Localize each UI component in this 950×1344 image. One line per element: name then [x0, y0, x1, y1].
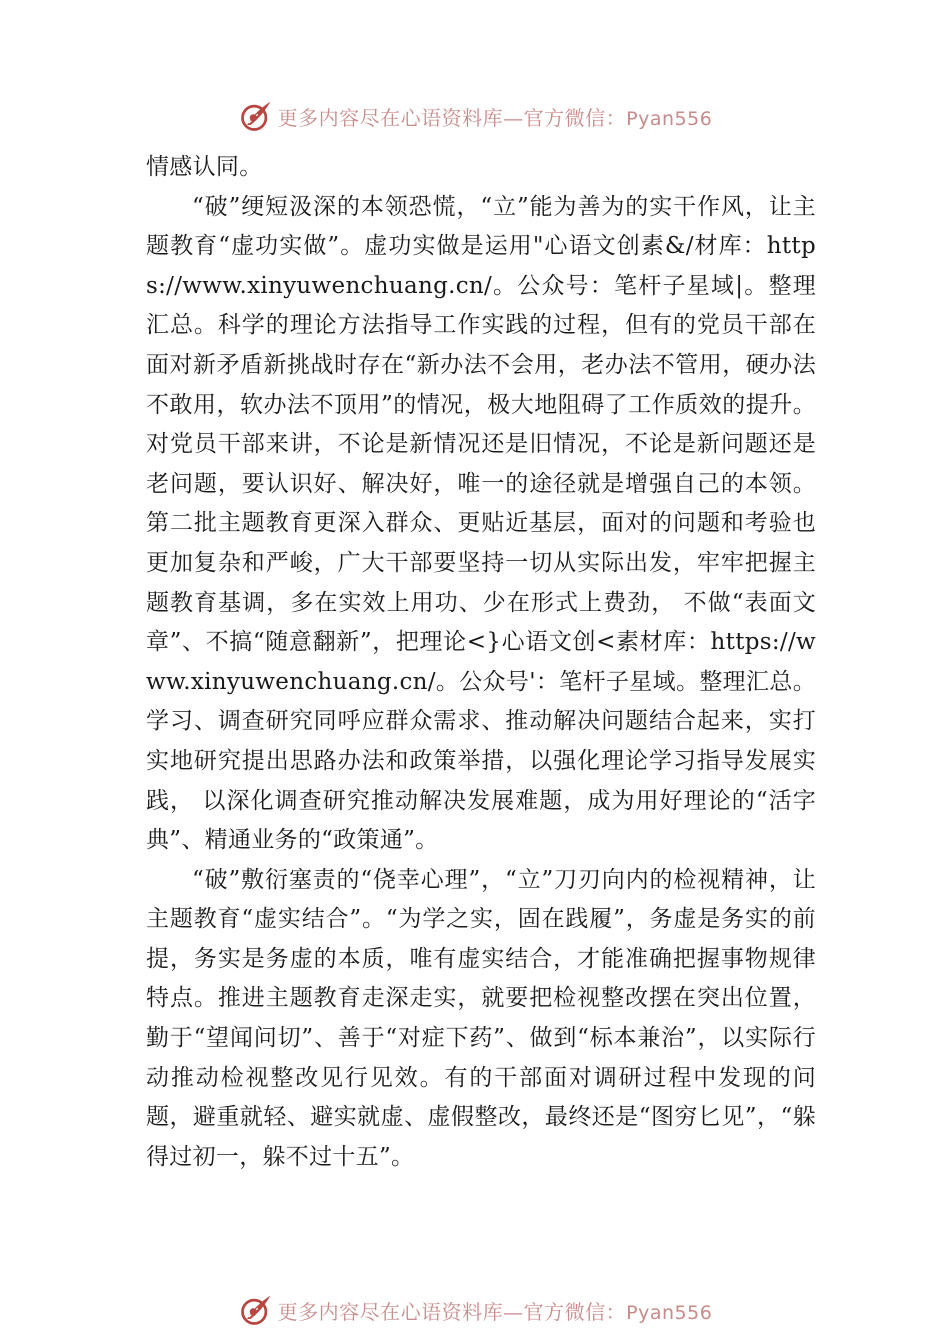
footer-banner-text [278, 1296, 713, 1325]
paragraph-inspection: “破”敷衍塞责的“侥幸心理”，“立”刀刃向内的检视精神，让主题教育“虚实结合”。“为学之实，固在践履”，务虚是务实的前提，务实是务虚的本质，唯有虚实结合，才能准确把握事物规律特点。推进主题教育走深走实，就要把检视整改摆在突出位置，勤于“望闻问切”、善于“对症下药”、做到“标本兼治”，以实际行动推动检视整改见行见效。有的干部面对调研过程中发现的问题，避重就轻、避实就虚、虚假整改，最终还是“图穷匕见”，“躲得过初一，躲不过十五”。 [146, 866, 816, 1170]
quill-logo-icon [238, 1292, 274, 1328]
footer-banner-wechat-id: Pyan556 [626, 1301, 713, 1324]
quill-logo-icon [238, 98, 274, 134]
header-banner-wechat-id: Pyan556 [626, 107, 713, 130]
paragraph-continuation: 情感认同。 [146, 154, 263, 180]
footer-banner-cn: 更多内容尽在心语资料库—官方微信： [277, 1299, 627, 1324]
header-banner-cn: 更多内容尽在心语资料库—官方微信： [277, 105, 627, 130]
document-body [146, 148, 816, 1177]
footer-banner [0, 1290, 950, 1330]
header-banner-text [278, 102, 713, 131]
header-banner [0, 96, 950, 136]
paragraph-capability: “破”绠短汲深的本领恐慌，“立”能为善为的实干作风，让主题教育“虚功实做”。虚功实做是运用"心语文创素&/材库：https://www.xinyuwenchuang.cn/。公众号：笔杆子星域|。整理汇总。科学的理论方法指导工作实践的过程，但有的党员干部在面对新矛盾新挑战时存在“新办法不会用，老办法不管用，硬办法不敢用，软办法不顶用”的情况，极大地阻碍了工作质效的提升。对党员干部来讲，不论是新情况还是旧情况，不论是新问题还是老问题，要认识好、解决好，唯一的途径就是增强自己的本领。第二批主题教育更深入群众、更贴近基层，面对的问题和考验也更加复杂和严峻，广大干部要坚持一切从实际出发，牢牢把握主题教育基调，多在实效上用功、少在形式上费劲， 不做“表面文章”、不搞“随意翻新”，把理论<}心语文创<素材库：https://www.xinyuwenchuang.cn/。公众号'：笔杆子星域。整理汇总。学习、调查研究同呼应群众需求、推动解决问题结合起来，实打实地研究提出思路办法和政策举措，以强化理论学习指导发展实践， 以深化调查研究推动解决发展难题，成为用好理论的“活字典”、精通业务的“政策通”。 [146, 193, 816, 854]
